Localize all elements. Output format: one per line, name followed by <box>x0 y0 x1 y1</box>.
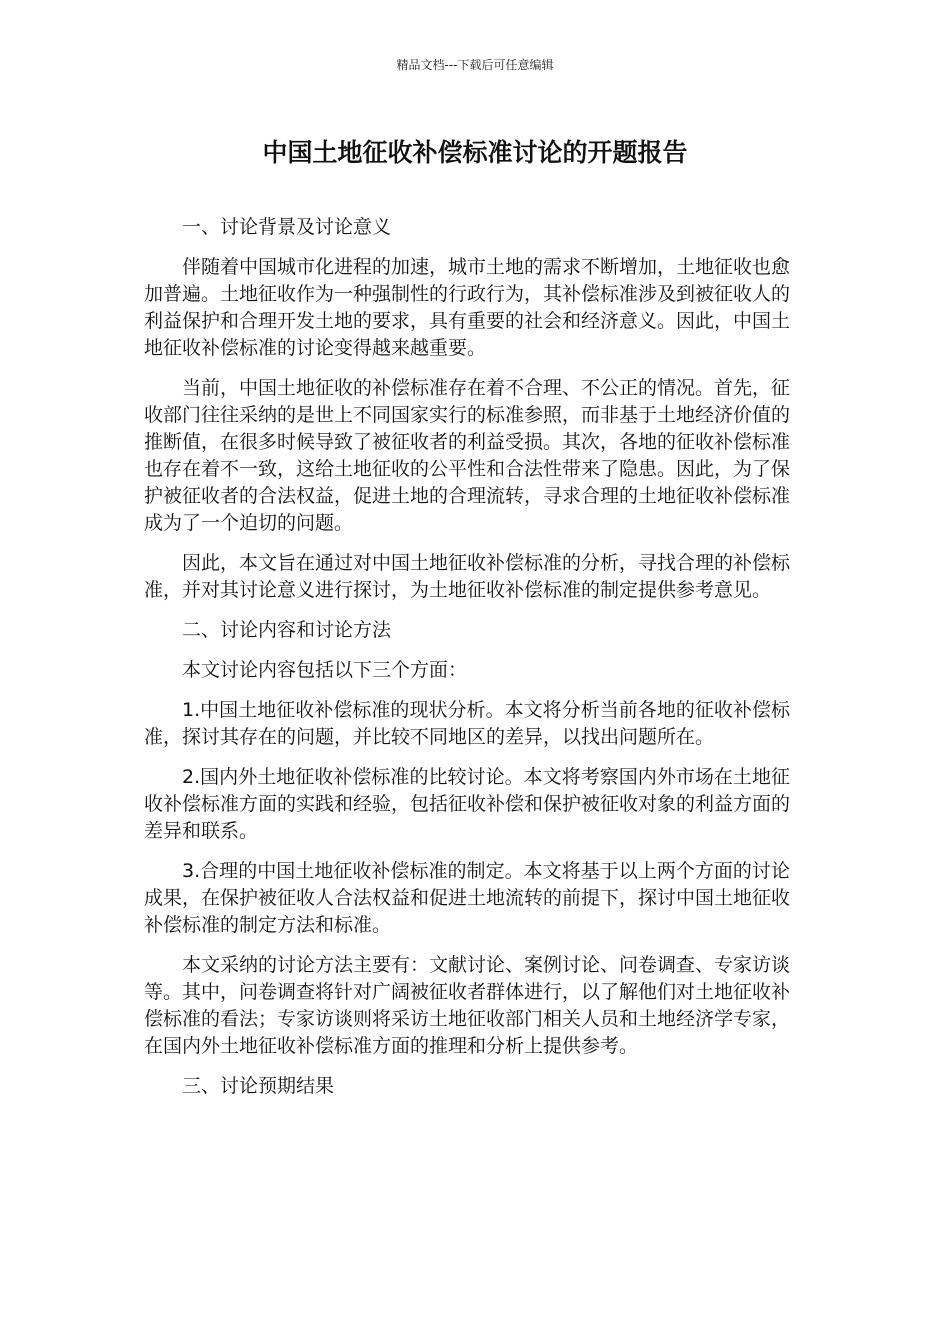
section-1-heading: 一、讨论背景及讨论意义 <box>182 216 392 238</box>
header-note: 精品文档---下载后可任意编辑 <box>396 58 554 72</box>
section-2-intro: 本文讨论内容包括以下三个方面： <box>182 659 468 681</box>
document-body <box>144 214 790 1113</box>
section-1-paragraph-2: 当前，中国土地征收的补偿标准存在着不合理、不公正的情况。首先，征收部门往往采纳的是世上不同国家实行的标准参照，而非基于土地经济价值的推断值，在很多时候导致了被征收者的利益受损。其次，各地的征收补偿标准也存在着不一致，这给土地征收的公平性和合法性带来了隐患。因此，为了保护被征收者的合法权益，促进土地的合理流转，寻求合理的土地征收补偿标准成为了一个迫切的问题。 <box>144 377 791 534</box>
section-1-paragraph-3: 因此，本文旨在通过对中国土地征收补偿标准的分析，寻找合理的补偿标准，并对其讨论意义进行探讨，为土地征收补偿标准的制定提供参考意见。 <box>144 552 791 601</box>
section-2-methods: 本文采纳的讨论方法主要有：文献讨论、案例讨论、问卷调查、专家访谈等。其中，问卷调查将针对广阔被征收者群体进行，以了解他们对土地征收补偿标准的看法；专家访谈则将采访土地征收部门相关人员和土地经济学专家，在国内外土地征收补偿标准方面的推理和分析上提供参考。 <box>144 954 791 1057</box>
section-2-heading: 二、讨论内容和讨论方法 <box>182 619 392 641</box>
document-title: 中国土地征收补偿标准讨论的开题报告 <box>262 138 688 167</box>
section-3-heading: 三、讨论预期结果 <box>182 1075 335 1097</box>
section-2-item-1: 1.中国土地征收补偿标准的现状分析。本文将分析当前各地的征收补偿标准，探讨其存在的问题，并比较不同地区的差异，以找出问题所在。 <box>144 699 790 748</box>
section-2-item-3: 3.合理的中国土地征收补偿标准的制定。本文将基于以上两个方面的讨论成果，在保护被征收人合法权益和促进土地流转的前提下，探讨中国土地征收补偿标准的制定方法和标准。 <box>144 860 791 936</box>
section-1-paragraph-1: 伴随着中国城市化进程的加速，城市土地的需求不断增加，土地征收也愈加普遍。土地征收作为一种强制性的行政行为，其补偿标准涉及到被征收人的利益保护和合理开发土地的要求，具有重要的社会和经济意义。因此，中国土地征收补偿标准的讨论变得越来越重要。 <box>144 256 791 359</box>
section-2-item-2: 2.国内外土地征收补偿标准的比较讨论。本文将考察国内外市场在土地征收补偿标准方面的实践和经验，包括征收补偿和保护被征收对象的利益方面的差异和联系。 <box>144 766 791 842</box>
